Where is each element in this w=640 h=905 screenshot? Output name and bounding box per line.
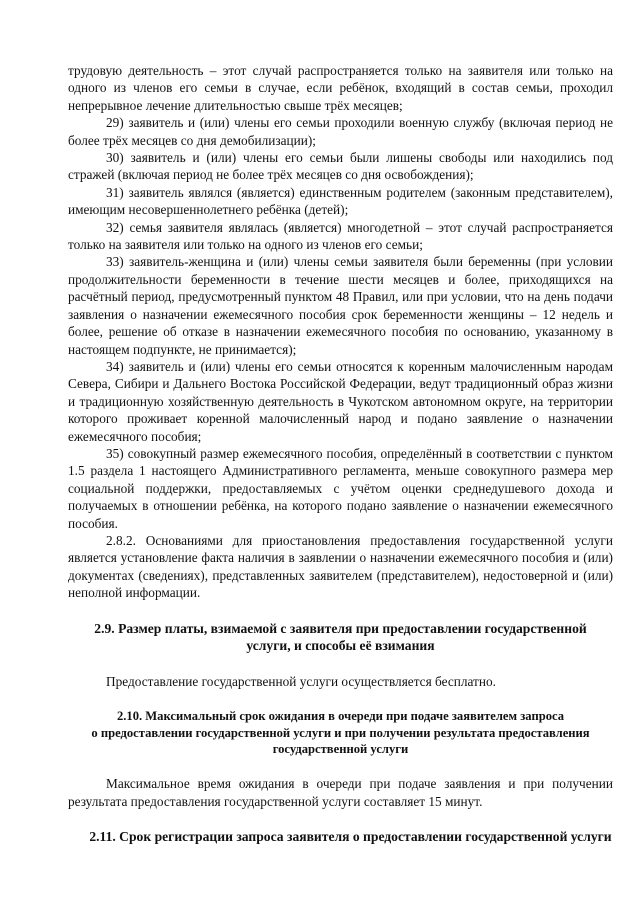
section-2-10-heading [68, 708, 613, 757]
section-2-10-text: Максимальное время ожидания в очереди при подаче заявления и при получении результата предоставления государственной услуги составляет 15 минут. [68, 776, 613, 809]
section-2-9-heading: 2.9. Размер платы, взимаемой с заявителя при предоставлении государственной услуги, и способы её взимания [94, 620, 587, 654]
section-2-9-text: Предоставление государственной услуги осуществляется бесплатно. [106, 673, 496, 689]
paragraph-item-33: 33) заявитель-женщина и (или) члены семьи заявителя были беременны (при условии продолжительности беременности в течение шести месяцев и более, приходящихся на расчётный период, предусмотренный пунктом 48 Правил, или при условии, что на день подачи заявления о назначении ежемесячного пособия срок беременности женщины – 12 недель и более, решение об отказе в назначении ежемесячного пособия по основанию, указанному в настоящем подпункте, не принимается); [68, 254, 613, 357]
paragraph-item-34: 34) заявитель и (или) члены его семьи относятся к коренным малочисленным народам Севера, Сибири и Дальнего Востока Российской Федерации, ведут традиционный образ жизни и традиционную хозяйственную деятельность в Чукотском автономном округе, на территории которого проживает коренной малочисленный народ и подано заявление о назначении ежемесячного пособия; [68, 358, 613, 444]
paragraph-item-31: 31) заявитель являлся (является) единственным родителем (законным представителем), имеющим несовершеннолетнего ребёнка (детей); [68, 184, 613, 218]
document-page [68, 62, 613, 846]
section-2-10-heading-line-3: государственной услуги [272, 742, 409, 756]
paragraph-item-29: 29) заявитель и (или) члены его семьи проходили военную службу (включая период не более трёх месяцев со дня демобилизации); [68, 115, 613, 148]
paragraph-item-35: 35) совокупный размер ежемесячного пособия, определённый в соответствии с пунктом 1.5 раздела 1 настоящего Административного регламента, меньше совокупного размера мер социальной поддержки, предоставляемых с учётом оценки среднедушевого дохода и получаемых в отношении ребёнка, на которого подано заявление о назначении ежемесячного пособия. [68, 445, 613, 531]
paragraph-2-8-2: 2.8.2. Основаниями для приостановления предоставления государственной услуги является установление факта наличия в заявлении о назначении ежемесячного пособия и (или) документах (сведениях), представленных заявителем (представителем), недостоверной и (или) неполной информации. [68, 532, 613, 601]
paragraph-item-32: 32) семья заявителя являлась (является) многодетной – этот случай распространяется только на заявителя или только на одного из членов его семьи; [68, 219, 613, 253]
section-2-11-heading: 2.11. Срок регистрации запроса заявителя о предоставлении государственной услуги [89, 829, 612, 845]
section-2-10-heading-line-2: о предоставлении государственной услуги и при получении результата предоставления [91, 725, 590, 740]
paragraph-item-30: 30) заявитель и (или) члены его семьи были лишены свободы или находились под стражей (включая период не более трёх месяцев со дня освобождения); [68, 150, 613, 183]
paragraph-continuation: трудовую деятельность – этот случай распространяется только на заявителя или только на одного из членов его семьи в случае, если ребёнок, входящий в состав семьи, проходил непрерывное лечение длительностью свыше трёх месяцев; [68, 63, 613, 113]
section-2-10-heading-line-1: 2.10. Максимальный срок ожидания в очереди при подаче заявителем запроса [116, 709, 565, 724]
